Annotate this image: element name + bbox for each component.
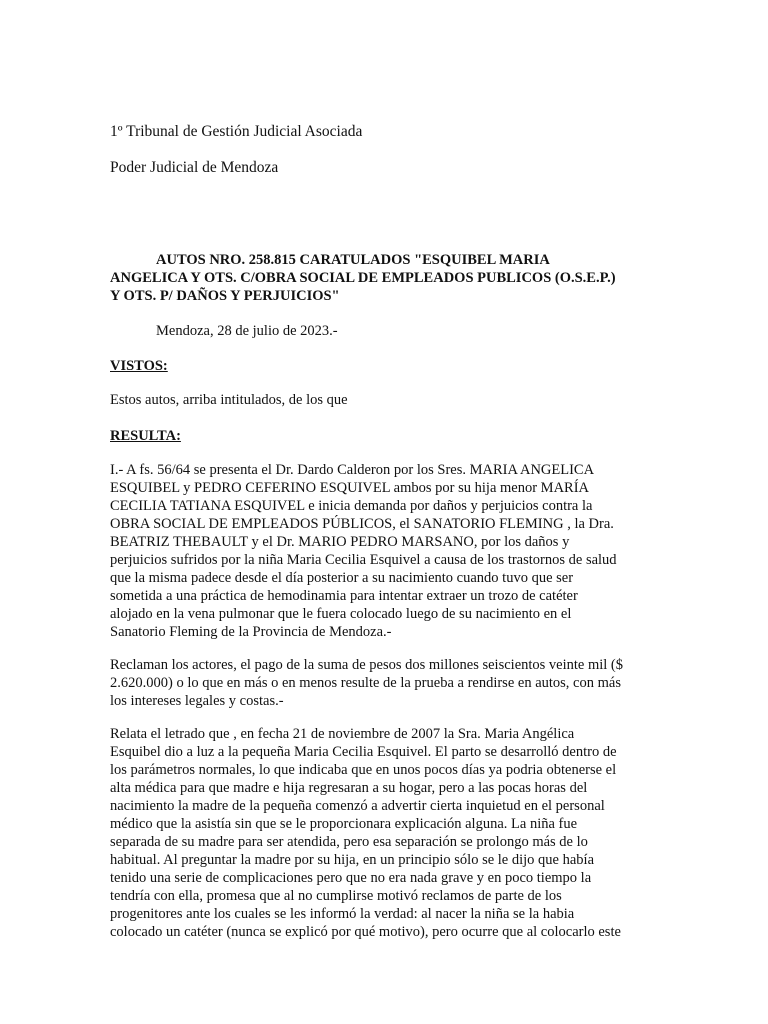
- paragraph-line: médico que la asistía sin que se le proporcionara explicación alguna. La niña fue: [110, 816, 578, 832]
- paragraph-line: que la misma padece desde el día posterior a su nacimiento cuando tuvo que ser: [110, 570, 574, 586]
- case-caption: [110, 251, 658, 305]
- paragraph-line: progenitores ante los cuales se les informó la verdad: al nacer la niña se la habia: [110, 906, 575, 922]
- paragraph-line: Relata el letrado que , en fecha 21 de noviembre de 2007 la Sra. Maria Angélica: [110, 726, 575, 742]
- paragraph-line: los parámetros normales, lo que indicaba que en unos pocos días ya podria obtenerse el: [110, 762, 617, 778]
- paragraph-facts: [110, 725, 658, 941]
- judicial-power: Poder Judicial de Mendoza: [110, 159, 279, 176]
- paragraph-line: BEATRIZ THEBAULT y el Dr. MARIO PEDRO MARSANO, por los daños y: [110, 534, 570, 550]
- paragraph-line: tendría con ella, promesa que al no cumplirse motivó reclamos de parte de los: [110, 888, 562, 904]
- resulta-heading: RESULTA:: [110, 428, 181, 444]
- paragraph-line: nacimiento la madre de la pequeña comenzó a advertir cierta inquietud en el personal: [110, 798, 605, 814]
- paragraph-demand: [110, 461, 658, 641]
- paragraph-line: alta médica para que madre e hija regresaran a su hogar, pero a las pocas horas del: [110, 780, 588, 796]
- vistos-text: Estos autos, arriba intitulados, de los que: [110, 392, 348, 408]
- paragraph-line: habitual. Al preguntar la madre por su hija, en un principio sólo se le dijo que había: [110, 852, 595, 868]
- paragraph-line: colocado un catéter (nunca se explicó por qué motivo), pero ocurre que al colocarlo este: [110, 924, 621, 940]
- paragraph-line: ESQUIBEL y PEDRO CEFERINO ESQUIVEL ambos por su hija menor MARÍA: [110, 480, 590, 496]
- case-caption-line: AUTOS NRO. 258.815 CARATULADOS "ESQUIBEL MARIA: [156, 252, 550, 268]
- paragraph-line: separada de su madre para ser atendida, pero esa separación se prolongo más de lo: [110, 834, 588, 850]
- paragraph-line: sometida a una práctica de hemodinamia para intentar extraer un trozo de catéter: [110, 588, 578, 604]
- paragraph-line: OBRA SOCIAL DE EMPLEADOS PÚBLICOS, el SANATORIO FLEMING , la Dra.: [110, 516, 614, 532]
- vistos-heading: VISTOS:: [110, 358, 168, 374]
- case-caption-line: ANGELICA Y OTS. C/OBRA SOCIAL DE EMPLEADOS PUBLICOS (O.S.E.P.): [110, 270, 616, 286]
- paragraph-line: 2.620.000) o lo que en más o en menos resulte de la prueba a rendirse en autos, con más: [110, 675, 621, 691]
- case-caption-line: Y OTS. P/ DAÑOS Y PERJUICIOS": [110, 288, 340, 304]
- paragraph-line: Esquibel dio a luz a la pequeña Maria Cecilia Esquivel. El parto se desarrolló dentro de: [110, 744, 617, 760]
- paragraph-claim: [110, 656, 658, 710]
- paragraph-line: Reclaman los actores, el pago de la suma de pesos dos millones seiscientos veinte mil ($: [110, 657, 624, 673]
- paragraph-line: alojado en la vena pulmonar que le fuera colocado luego de su nacimiento en el: [110, 606, 572, 622]
- court-name: 1º Tribunal de Gestión Judicial Asociada: [110, 123, 363, 140]
- paragraph-line: los intereses legales y costas.-: [110, 693, 284, 709]
- paragraph-line: I.- A fs. 56/64 se presenta el Dr. Dardo Calderon por los Sres. MARIA ANGELICA: [110, 462, 595, 478]
- paragraph-line: CECILIA TATIANA ESQUIVEL e inicia demanda por daños y perjuicios contra la: [110, 498, 593, 514]
- paragraph-line: perjuicios sufridos por la niña Maria Cecilia Esquivel a causa de los trastornos de salud: [110, 552, 617, 568]
- paragraph-line: Sanatorio Fleming de la Provincia de Mendoza.-: [110, 624, 392, 640]
- document-date: Mendoza, 28 de julio de 2023.-: [156, 323, 338, 339]
- paragraph-line: tenido una serie de complicaciones pero que no era nada grave y en poco tiempo la: [110, 870, 592, 886]
